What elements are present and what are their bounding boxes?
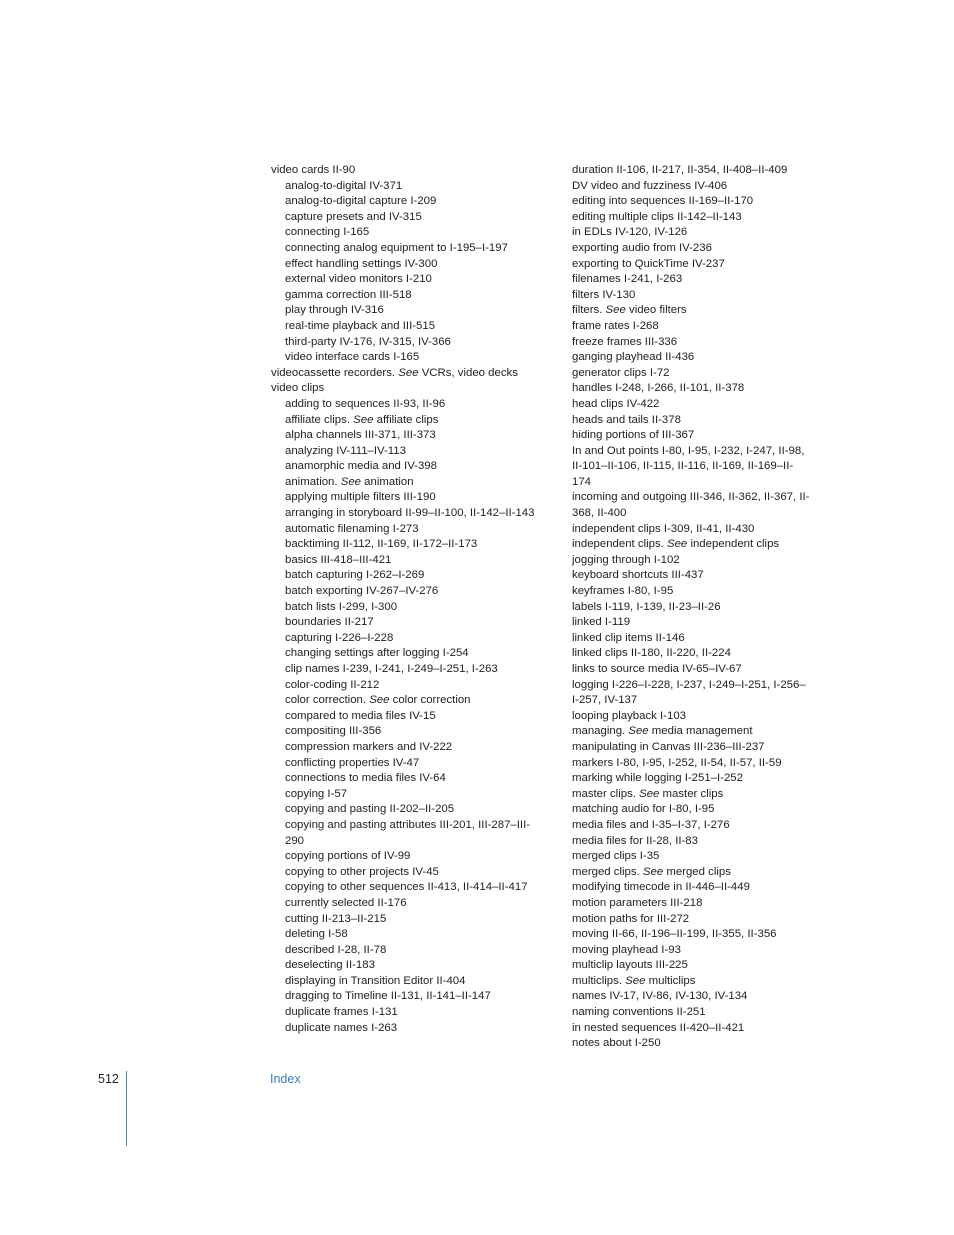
cross-reference-target: color correction <box>389 694 471 707</box>
cross-reference-target: multiclips <box>645 974 696 987</box>
see-reference: See <box>353 413 374 426</box>
index-entry: exporting audio from IV-236 <box>572 241 712 254</box>
index-entry: compositing III-356 <box>285 725 382 738</box>
index-entry: described I-28, II-78 <box>285 943 387 956</box>
index-entry: motion parameters III-218 <box>572 896 703 909</box>
index-entry: manipulating in Canvas III-236–III-237 <box>572 740 765 753</box>
index-entry: deselecting II-183 <box>285 959 375 972</box>
index-entry: frame rates I-268 <box>572 319 659 332</box>
section-title: Index <box>270 1072 301 1086</box>
index-entry: currently selected II-176 <box>285 896 407 909</box>
index-entry: keyframes I-80, I-95 <box>572 585 674 598</box>
index-entry-term: merged clips. <box>572 865 643 878</box>
index-entry-term: managing. <box>572 725 629 738</box>
index-entry: hiding portions of III-367 <box>572 429 695 442</box>
index-entry <box>271 693 531 709</box>
index-entry: matching audio for I-80, I-95 <box>572 803 715 816</box>
index-entry-term: filters. <box>572 304 606 317</box>
index-entry: labels I-119, I-139, II-23–II-26 <box>572 600 721 613</box>
index-entry: head clips IV-422 <box>572 397 660 410</box>
index-entry: generator clips I-72 <box>572 366 670 379</box>
index-entry: play through IV-316 <box>285 304 384 317</box>
index-entry: copying to other sequences II-413, II-414–II-417 <box>285 881 528 894</box>
cross-reference-target: affiliate clips <box>373 413 439 426</box>
index-entry: clip names I-239, I-241, I-249–I-251, I-263 <box>285 663 498 675</box>
cross-reference-target: VCRs, video decks <box>418 366 518 379</box>
index-entry: analog-to-digital capture I-209 <box>285 195 437 208</box>
index-entry: compared to media files IV-15 <box>285 709 436 722</box>
index-entry <box>572 724 812 740</box>
index-entry-term: videocassette recorders. <box>271 366 399 379</box>
see-reference: See <box>340 475 361 488</box>
index-entry: copying to other projects IV-45 <box>285 865 439 878</box>
index-entry: linked I-119 <box>572 616 631 629</box>
index-entry-term: independent clips. <box>572 538 667 551</box>
index-entry: logging I-226–I-228, I-237, I-249–I-251, I-256–I-257, IV-137 <box>572 678 806 707</box>
index-entry: markers I-80, I-95, I-252, II-54, II-57, II-59 <box>572 756 782 769</box>
index-entry: applying multiple filters III-190 <box>285 491 436 504</box>
index-entry: links to source media IV-65–IV-67 <box>572 663 742 675</box>
cross-reference-target: animation <box>361 475 414 488</box>
index-entry: filenames I-241, I-263 <box>572 273 683 286</box>
see-reference: See <box>625 974 646 987</box>
index-entry: video cards II-90 <box>271 164 356 176</box>
index-entry: cutting II-213–II-215 <box>285 912 387 925</box>
see-reference: See <box>642 865 664 878</box>
index-entry: DV video and fuzziness IV-406 <box>572 179 728 192</box>
index-entry: copying I-57 <box>285 787 348 800</box>
index-entry: filters IV-130 <box>572 288 636 301</box>
cross-reference-target: merged clips <box>663 865 731 878</box>
index-entry: exporting to QuickTime IV-237 <box>572 257 725 270</box>
index-entry: effect handling settings IV-300 <box>285 257 438 270</box>
index-entry-term: animation. <box>285 475 341 488</box>
see-reference: See <box>398 366 419 379</box>
index-entry: copying and pasting attributes III-201, III-287–III-290 <box>285 818 531 847</box>
index-entry: arranging in storyboard II-99–II-100, II-142–II-143 <box>285 507 535 520</box>
index-entry: connecting I-165 <box>285 226 370 239</box>
index-entry: independent clips I-309, II-41, II-430 <box>572 522 755 535</box>
index-entry: dragging to Timeline II-131, II-141–II-147 <box>285 990 491 1003</box>
index-entry: copying portions of IV-99 <box>285 850 411 863</box>
index-entry: multiclip layouts III-225 <box>572 959 688 972</box>
page-number: 512 <box>98 1072 119 1086</box>
index-entry: batch exporting IV-267–IV-276 <box>285 585 439 598</box>
index-entry: jogging through I-102 <box>572 553 680 566</box>
index-entry: color-coding II-212 <box>285 678 380 691</box>
index-entry: deleting I-58 <box>285 928 348 941</box>
see-reference: See <box>369 694 390 707</box>
cross-reference-target: independent clips <box>687 538 780 551</box>
cross-reference-target: master clips <box>659 787 724 800</box>
index-entry: video interface cards I-165 <box>285 351 420 364</box>
index-entry: in nested sequences II-420–II-421 <box>572 1021 745 1034</box>
index-entry: connecting analog equipment to I-195–I-197 <box>285 241 508 254</box>
index-entry: motion paths for III-272 <box>572 912 690 925</box>
cross-reference-target: media management <box>648 725 753 738</box>
see-reference: See <box>667 538 688 551</box>
index-entry: conflicting properties IV-47 <box>285 756 420 769</box>
index-entry: In and Out points I-80, I-95, I-232, I-247, II-98, II-101–II-106, II-115, II-116, II-169, II-169–II-174 <box>572 444 805 488</box>
index-entry: changing settings after logging I-254 <box>285 647 469 660</box>
index-entry-term: master clips. <box>572 787 640 800</box>
index-entry: duration II-106, II-217, II-354, II-408–II-409 <box>572 164 788 176</box>
index-column-right <box>572 163 812 1052</box>
index-entry: boundaries II-217 <box>285 616 374 629</box>
see-reference: See <box>639 787 660 800</box>
cross-reference-target: video filters <box>625 304 687 317</box>
see-reference: See <box>628 725 649 738</box>
index-entry <box>271 413 531 429</box>
index-entry <box>271 475 531 491</box>
index-entry: connections to media files IV-64 <box>285 772 446 785</box>
index-entry: external video monitors I-210 <box>285 273 432 286</box>
index-entry: naming conventions II-251 <box>572 1006 706 1019</box>
index-entry: duplicate names I-263 <box>285 1021 398 1034</box>
index-entry: basics III-418–III-421 <box>285 553 392 566</box>
index-entry <box>572 537 812 553</box>
index-entry: batch capturing I-262–I-269 <box>285 569 425 582</box>
index-entry: media files for II-28, II-83 <box>572 834 698 847</box>
index-entry: linked clip items II-146 <box>572 631 685 644</box>
index-entry: media files and I-35–I-37, I-276 <box>572 818 730 831</box>
footer-divider <box>126 1071 127 1146</box>
index-entry: merged clips I-35 <box>572 850 660 863</box>
index-entry: keyboard shortcuts III-437 <box>572 569 704 582</box>
index-entry: copying and pasting II-202–II-205 <box>285 803 455 816</box>
index-entry: in EDLs IV-120, IV-126 <box>572 226 688 239</box>
index-entry: modifying timecode in II-446–II-449 <box>572 881 750 894</box>
index-entry: ganging playhead II-436 <box>572 351 695 364</box>
index-entry: automatic filenaming I-273 <box>285 522 419 535</box>
index-entry: alpha channels III-371, III-373 <box>285 429 436 442</box>
index-entry: incoming and outgoing III-346, II-362, II-367, II-368, II-400 <box>572 491 810 520</box>
index-entry <box>572 787 812 803</box>
index-entry: gamma correction III-518 <box>285 288 412 301</box>
index-entry: real-time playback and III-515 <box>285 319 436 332</box>
index-entry: looping playback I-103 <box>572 709 686 722</box>
index-entry: analog-to-digital IV-371 <box>285 179 403 192</box>
index-entry: duplicate frames I-131 <box>285 1006 398 1019</box>
index-entry: video clips <box>271 382 325 395</box>
index-entry: handles I-248, I-266, II-101, II-378 <box>572 382 745 395</box>
index-column-left <box>271 163 535 1036</box>
index-entry <box>271 366 531 382</box>
index-entry: capturing I-226–I-228 <box>285 631 394 644</box>
index-entry: linked clips II-180, II-220, II-224 <box>572 647 731 660</box>
index-entry: anamorphic media and IV-398 <box>285 460 437 473</box>
index-entry: backtiming II-112, II-169, II-172–II-173 <box>285 538 478 551</box>
index-entry: adding to sequences II-93, II-96 <box>285 397 446 410</box>
index-entry: moving II-66, II-196–II-199, II-355, II-356 <box>572 928 777 941</box>
index-entry: notes about I-250 <box>572 1037 661 1050</box>
index-entry: batch lists I-299, I-300 <box>285 600 398 613</box>
index-entry-term: color correction. <box>285 694 370 707</box>
index-entry: editing into sequences II-169–II-170 <box>572 195 754 208</box>
index-entry: heads and tails II-378 <box>572 413 681 426</box>
index-entry-term: affiliate clips. <box>285 413 354 426</box>
index-entry: editing multiple clips II-142–II-143 <box>572 210 742 223</box>
index-entry: capture presets and IV-315 <box>285 210 422 223</box>
index-entry <box>572 865 812 881</box>
index-entry: moving playhead I-93 <box>572 943 681 956</box>
index-entry: freeze frames III-336 <box>572 335 678 348</box>
index-entry-term: multiclips. <box>572 974 626 987</box>
index-entry <box>572 303 812 319</box>
index-entry: names IV-17, IV-86, IV-130, IV-134 <box>572 990 748 1003</box>
index-entry: third-party IV-176, IV-315, IV-366 <box>285 335 451 348</box>
index-entry: analyzing IV-111–IV-113 <box>285 444 406 457</box>
index-entry: marking while logging I-251–I-252 <box>572 772 743 785</box>
see-reference: See <box>605 304 626 317</box>
index-entry <box>572 974 812 990</box>
index-entry: compression markers and IV-222 <box>285 740 453 753</box>
index-entry: displaying in Transition Editor II-404 <box>285 974 466 987</box>
